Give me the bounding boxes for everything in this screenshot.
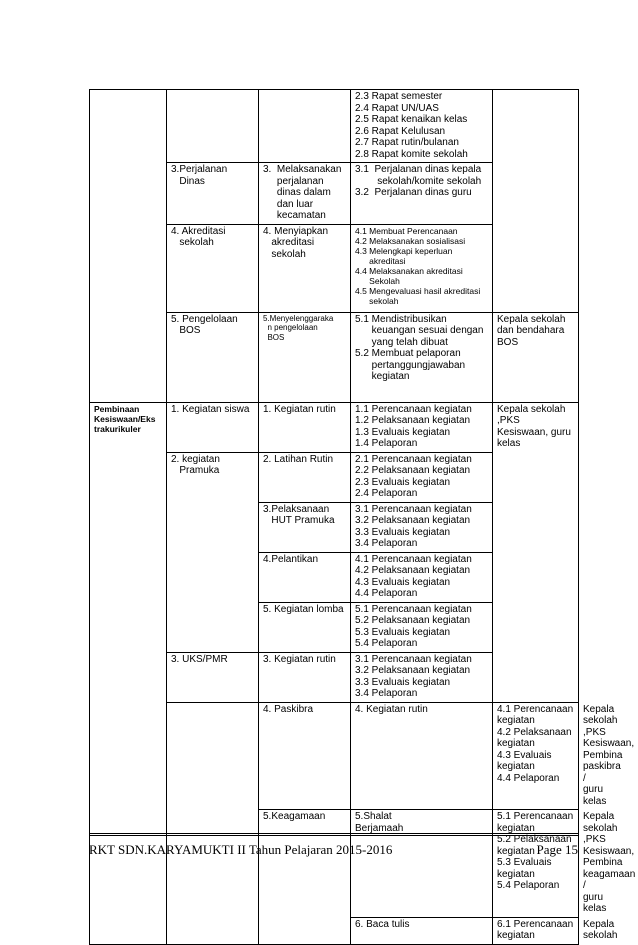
list-item: 4.4 Melaksanakan akreditasi Sekolah <box>355 265 463 286</box>
list-item: 4.3 Evaluais kegiatan <box>355 576 451 588</box>
program-cell: 5. Pengelolaan BOS <box>167 312 259 402</box>
list-item: 5.4 Pelaporan <box>355 638 418 649</box>
list-item: 4.1 Perencanaan kegiatan <box>497 703 576 726</box>
sub-kegiatan-cell <box>351 602 493 652</box>
table-row <box>90 90 579 163</box>
sub-kegiatan-cell <box>493 702 579 810</box>
list-item: 5.1 Mendistribusikan keuangan sesuai dengan yang telah dibuat <box>355 313 484 348</box>
list-item: 3.3 Evaluais kegiatan <box>355 526 451 538</box>
list-item: 5.2 Membuat pelaporan pertanggungjawaban kegiatan <box>355 348 466 382</box>
list-item: 5.3 Evaluais kegiatan <box>497 857 555 880</box>
sub-kegiatan-cell <box>351 163 493 225</box>
kegiatan-cell: 3. Melaksanakan perjalanan dinas dalam dan luar kecamatan <box>259 163 351 225</box>
program-cell <box>167 90 259 163</box>
table-row <box>90 312 579 402</box>
list-item: 5.2 Pelaksanaan kegiatan <box>497 834 575 857</box>
table-row: 5.Keagamaan 5.Shalat Berjamaah 5.1 Perencanaan kegiatan 5.2 Pelaksanaan kegiatan 5.3 Evaluais kegiatan 5.4 Pelaporan Kepala sekolah ,PKS Kesiswaan, Pembina keagamaan / guru kelas <box>90 810 579 918</box>
list-item: 5.3 Evaluais kegiatan <box>355 626 451 638</box>
sub-kegiatan-cell <box>351 402 493 452</box>
kegiatan-cell: 4. Kegiatan rutin <box>351 702 493 810</box>
sub-kegiatan-cell <box>351 312 493 402</box>
program-cell: 3. UKS/PMR <box>167 652 259 702</box>
kegiatan-cell: 4.Pelantikan <box>259 552 351 602</box>
list-item: 3.1 Perencanaan kegiatan <box>355 503 472 515</box>
list-item: 3.1 Perencanaan kegiatan <box>355 653 472 665</box>
list-item: 4.2 Pelaksanaan kegiatan <box>355 565 471 576</box>
list-item: 3.2 Pelaksanaan kegiatan <box>355 665 471 676</box>
table-row <box>90 163 579 225</box>
kegiatan-cell: 4. Menyiapkan akreditasi sekolah <box>259 224 351 312</box>
list-item: 2.2 Pelaksanaan kegiatan <box>355 465 471 476</box>
table-row <box>90 402 579 452</box>
list-item: 3.2 Pelaksanaan kegiatan <box>355 515 471 526</box>
list-item: 4.4 Pelaporan <box>355 588 418 599</box>
kegiatan-cell: 5.Menyelenggaraka n pengelolaan BOS <box>259 312 351 402</box>
sub-kegiatan-cell <box>493 810 579 918</box>
program-cell: 4. Paskibra <box>259 702 351 810</box>
list-item: 2.7 Rapat rutin/bulanan <box>355 137 459 148</box>
page-number: Page 15 <box>536 842 578 857</box>
list-item: 4.1 Perencanaan kegiatan <box>355 553 472 565</box>
list-item: 4.3 Melengkapi keperluan akreditasi <box>355 245 453 266</box>
list-item: 3.4 Pelaporan <box>355 538 418 549</box>
kegiatan-cell: 5.Shalat Berjamaah <box>351 810 493 918</box>
pj-cell <box>493 224 579 312</box>
kegiatan-cell: 6. Baca tulis <box>351 917 493 944</box>
footer-title: RKT SDN.KARYAMUKTI II Tahun Pelajaran 2015-2016 <box>89 842 393 857</box>
pj-cell: Kepala sekolah dan bendahara BOS <box>493 312 579 402</box>
list-item: 5.2 Pelaksanaan kegiatan <box>355 615 471 626</box>
category-cell <box>90 312 167 402</box>
kegiatan-cell: 3.Pelaksanaan HUT Pramuka <box>259 502 351 552</box>
category-cell <box>167 810 259 918</box>
list-item: 4.4 Pelaporan <box>497 772 560 784</box>
kegiatan-cell <box>259 90 351 163</box>
list-item: 2.4 Rapat UN/UAS <box>355 102 439 114</box>
list-item: 3.1 Perjalanan dinas kepala sekolah/komite sekolah <box>355 164 482 187</box>
list-item: 1.2 Pelaksanaan kegiatan <box>355 415 471 426</box>
table-row: 6. Baca tulis 6.1 Perencanaan kegiatan Kepala sekolah <box>90 917 579 944</box>
category-cell <box>167 702 259 810</box>
sub-kegiatan-cell <box>351 652 493 702</box>
list-item: 4.2 Pelaksanaan kegiatan <box>497 726 575 749</box>
sub-kegiatan-cell <box>351 90 493 163</box>
list-item: 2.3 Rapat semester <box>355 91 443 102</box>
list-item: 2.3 Evaluais kegiatan <box>355 476 451 488</box>
list-item: 5.1 Perencanaan kegiatan <box>497 811 576 834</box>
list-item: 3.3 Evaluais kegiatan <box>355 676 451 688</box>
pj-cell <box>493 163 579 225</box>
sub-kegiatan-cell <box>351 224 493 312</box>
list-item: 2.5 Rapat kenaikan kelas <box>355 114 468 125</box>
list-item: 4.5 Mengevaluasi hasil akreditasi sekolah <box>355 285 481 306</box>
list-item: 1.1 Perencanaan kegiatan <box>355 403 472 415</box>
list-item: 1.3 Evaluais kegiatan <box>355 426 451 438</box>
list-item: 2.6 Rapat Kelulusan <box>355 125 446 137</box>
list-item: 3.4 Pelaporan <box>355 688 418 699</box>
list-item: 4.2 Melaksanakan sosialisasi <box>355 235 466 246</box>
sub-kegiatan-cell <box>351 452 493 502</box>
category-cell <box>167 917 259 944</box>
kegiatan-cell: 1. Kegiatan rutin <box>259 402 351 452</box>
table-row: 4. Paskibra 4. Kegiatan rutin 4.1 Perencanaan kegiatan 4.2 Pelaksanaan kegiatan 4.3 Evaluais kegiatan 4.4 Pelaporan Kepala sekolah ,PKS Kesiswaan, Pembina paskibra / guru kelas <box>90 702 579 810</box>
list-item: 2.4 Pelaporan <box>355 488 418 499</box>
list-item: 5.1 Perencanaan kegiatan <box>355 603 472 615</box>
list-item: 6.1 Perencanaan kegiatan <box>497 918 576 941</box>
sub-kegiatan-cell <box>351 502 493 552</box>
kegiatan-cell: 3. Kegiatan rutin <box>259 652 351 702</box>
kegiatan-cell: 5. Kegiatan lomba <box>259 602 351 652</box>
table-row <box>90 224 579 312</box>
list-item: 2.8 Rapat komite sekolah <box>355 148 468 160</box>
program-cell: 4. Akreditasi sekolah <box>167 224 259 312</box>
sub-kegiatan-cell <box>493 917 579 944</box>
program-cell: 1. Kegiatan siswa <box>167 402 259 452</box>
program-cell: 3.Perjalanan Dinas <box>167 163 259 225</box>
list-item: 1.4 Pelaporan <box>355 438 418 449</box>
list-item: 5.4 Pelaporan <box>497 880 560 891</box>
kegiatan-cell: 2. Latihan Rutin <box>259 452 351 502</box>
program-cell: 5.Keagamaan <box>259 810 351 945</box>
category-cell <box>90 224 167 312</box>
list-item: 4.3 Evaluais kegiatan <box>497 749 555 772</box>
pj-cell <box>493 90 579 163</box>
category-cell: Pembinaan Kesiswaan/Eks trakurikuler <box>90 402 167 944</box>
pj-cell: Kepala sekolah ,PKS Kesiswaan, guru kelas <box>493 402 579 702</box>
program-cell: 2. kegiatan Pramuka <box>167 452 259 652</box>
list-item: 3.2 Perjalanan dinas guru <box>355 187 472 198</box>
list-item: 2.1 Perencanaan kegiatan <box>355 453 472 465</box>
list-item: 4.1 Membuat Perencanaan <box>355 225 458 236</box>
category-cell <box>90 90 167 163</box>
category-cell <box>90 163 167 225</box>
rkt-table <box>89 89 636 945</box>
sub-kegiatan-cell <box>351 552 493 602</box>
